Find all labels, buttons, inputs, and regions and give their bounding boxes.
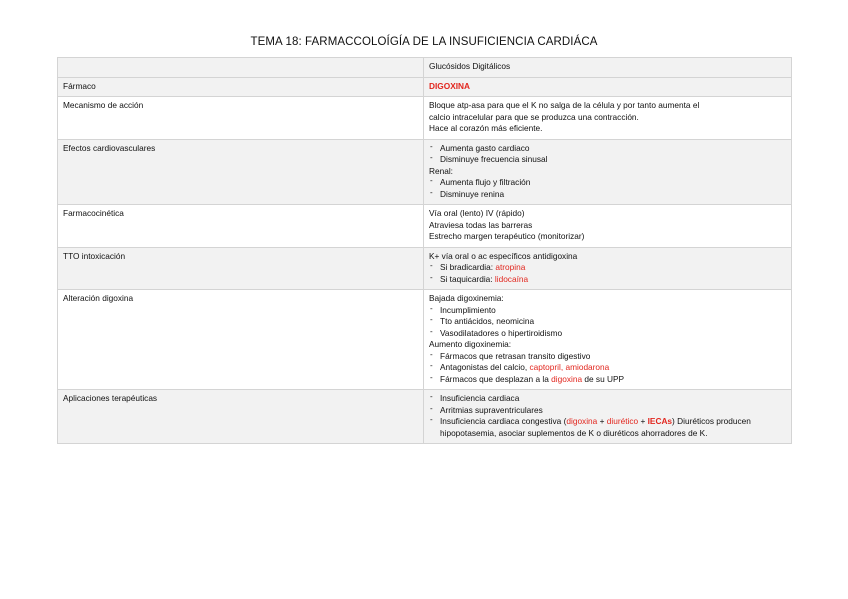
item-text: Si bradicardia: <box>440 262 496 272</box>
bullet-list <box>429 393 786 439</box>
digoxin-table <box>57 57 792 444</box>
list-item: - Aumenta gasto cardiaco <box>429 143 786 155</box>
bullet-list <box>429 351 786 386</box>
row-alteracion <box>58 290 792 390</box>
row-tto <box>58 247 792 290</box>
item-text: Antagonistas del calcio, <box>440 362 530 372</box>
list-item: - Vasodilatadores o hipertiroidismo <box>429 328 786 340</box>
text-line: Bloque atp-asa para que el K no salga de la célula y por tanto aumenta el <box>429 100 700 110</box>
highlight-drug: digoxina <box>551 373 583 384</box>
subheading: Aumento digoxinemia: <box>429 339 512 349</box>
label-farmacocinetica: Farmacocinética <box>58 205 424 248</box>
value-farmacocinetica <box>424 205 792 248</box>
label-mecanismo: Mecanismo de acción <box>58 97 424 140</box>
bullet-list <box>429 262 786 285</box>
highlight-drug: diurético <box>606 416 639 426</box>
list-item <box>429 274 786 286</box>
label-efectos: Efectos cardiovasculares <box>58 139 424 205</box>
list-item: - Fármacos que retrasan transito digestivo <box>429 351 786 363</box>
item-text: + <box>638 416 648 426</box>
value-tto <box>424 247 792 290</box>
list-item: - Incumplimiento <box>429 305 786 317</box>
value-mecanismo <box>424 97 792 140</box>
list-item: - Arritmias supraventriculares <box>429 405 786 417</box>
bullet-list <box>429 143 786 166</box>
header-empty-cell <box>58 58 424 78</box>
subheading: Renal: <box>429 165 453 176</box>
list-item: - Disminuye frecuencia sinusal <box>429 154 786 166</box>
list-item: - Aumenta flujo y filtración <box>429 177 786 189</box>
bullet-list <box>429 305 786 340</box>
highlight-drug: atropina <box>495 262 526 272</box>
list-item: - Disminuye renina <box>429 189 786 201</box>
text-line: Estrecho margen terapéutico (monitorizar) <box>429 231 585 241</box>
text-line: Atraviesa todas las barreras <box>429 219 533 230</box>
row-farmaco <box>58 77 792 97</box>
bullet-list <box>429 177 786 200</box>
value-alteracion <box>424 290 792 390</box>
highlight-drug: digoxina <box>566 416 598 426</box>
text-line: Hace al corazón más eficiente. <box>429 123 543 133</box>
item-text: Insuficiencia cardiaca congestiva ( <box>440 416 567 426</box>
list-item: - Tto antiácidos, neomicina <box>429 316 786 328</box>
list-item <box>429 262 786 274</box>
highlight-drug: captopril, amiodarona <box>529 362 610 372</box>
row-aplicaciones <box>58 390 792 444</box>
list-item: - Insuficiencia cardiaca <box>429 393 786 405</box>
item-text: + <box>597 416 607 426</box>
item-text: Si taquicardia: <box>440 273 495 284</box>
row-farmacocinetica <box>58 205 792 248</box>
page-title: TEMA 18: FARMACCOLOÍGÍA DE LA INSUFICIENCIA CARDIÁCA <box>250 36 598 48</box>
text-line: Vía oral (lento) IV (rápido) <box>429 208 525 218</box>
label-farmaco: Fármaco <box>58 77 424 97</box>
value-efectos <box>424 139 792 205</box>
list-item <box>429 362 786 374</box>
label-alteracion: Alteración digoxina <box>58 290 424 390</box>
table-header-row <box>58 58 792 78</box>
row-mecanismo <box>58 97 792 140</box>
row-efectos <box>58 139 792 205</box>
text-line: calcio intracelular para que se produzca una contracción. <box>429 111 639 122</box>
value-aplicaciones <box>424 390 792 444</box>
list-item <box>429 416 786 439</box>
list-item <box>429 374 786 386</box>
label-tto: TTO intoxicación <box>58 247 424 290</box>
item-text: de su UPP <box>582 373 625 384</box>
item-text: Fármacos que desplazan a la <box>440 373 552 384</box>
text-line: K+ vía oral o ac específicos antidigoxina <box>429 250 578 261</box>
label-aplicaciones: Aplicaciones terapéuticas <box>58 390 424 444</box>
header-drug-class: Glucósidos Digitálicos <box>424 58 792 78</box>
value-farmaco: DIGOXINA <box>424 77 792 97</box>
highlight-drug: lidocaína <box>494 273 529 284</box>
highlight-drug: IECAs <box>647 416 673 426</box>
item-text: ) Diuréticos producen hipopotasemia, asociar suplementos de K o diuréticos ahorradores de K. <box>440 416 751 438</box>
subheading: Bajada digoxinemia: <box>429 293 504 303</box>
